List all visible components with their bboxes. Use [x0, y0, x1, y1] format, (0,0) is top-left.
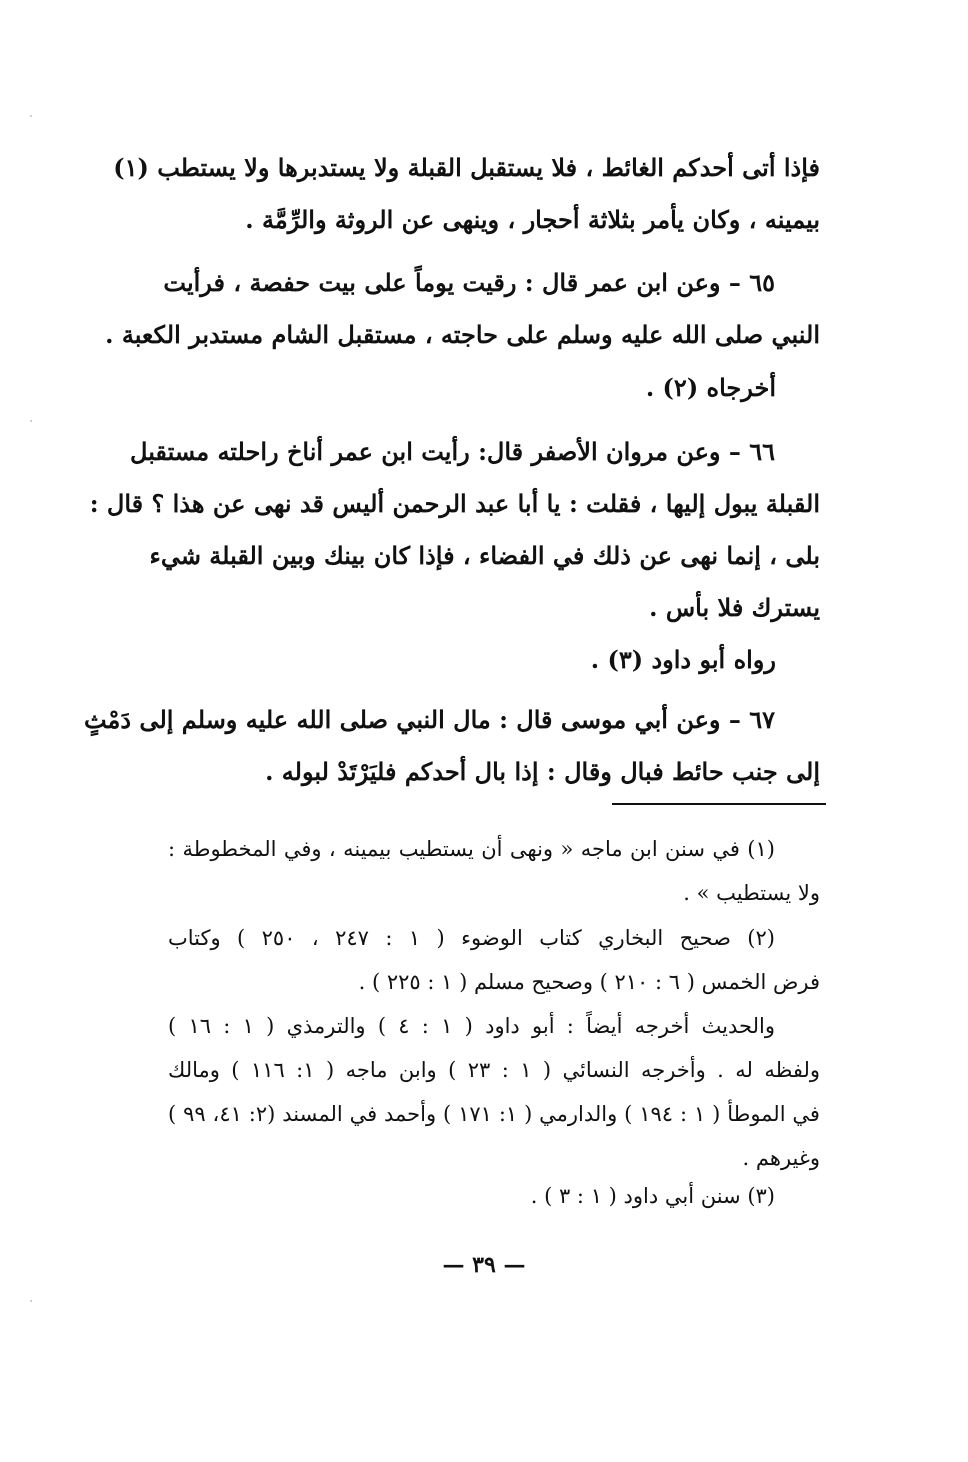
page-number: — ٣٩ — [442, 1252, 526, 1278]
footnote-line: في الموطأ ( ١ : ١٩٤ ) والدارمي ( ١: ١٧١ ) وأحمد في المسند (٢: ٤١، ٩٩ ) [168, 1102, 820, 1126]
footnote-line: (٢) صحيح البخاري كتاب الوضوء ( ١ : ٢٤٧ ، ٢٥٠ ) وكتاب [168, 926, 775, 950]
main-text-line: إلى جنب حائط فبال وقال : إذا بال أحدكم فليَرْتَدْ لبوله . [265, 757, 820, 786]
footnote-line: والحديث أخرجه أيضاً : أبو داود ( ١ : ٤ ) والترمذي ( ١ : ١٦ ) [168, 1014, 775, 1038]
main-text-line: النبي صلى الله عليه وسلم على حاجته ، مستقبل الشام مستدبر الكعبة . [105, 320, 820, 349]
scan-speck [30, 420, 32, 422]
scan-speck [30, 115, 32, 117]
footnote-line: (١) في سنن ابن ماجه « ونهى أن يستطيب بيمينه ، وفي المخطوطة : [168, 837, 775, 861]
main-text-line: رواه أبو داود (٣) . [590, 645, 776, 674]
main-text-line: يسترك فلا بأس . [649, 593, 820, 622]
footnote-line: فرض الخمس ( ٦ : ٢١٠ ) وصحيح مسلم ( ١ : ٢٢٥ ) . [358, 970, 820, 994]
main-text-line: القبلة يبول إليها ، فقلت : يا أبا عبد الرحمن أليس قد نهى عن هذا ؟ قال : [89, 489, 820, 518]
footnote-line: (٣) سنن أبي داود ( ١ : ٣ ) . [530, 1184, 775, 1208]
footnote-line: ولا يستطيب » . [683, 881, 820, 905]
footnote-line: وغيرهم . [742, 1146, 820, 1170]
footnote-separator [612, 803, 826, 805]
main-text-line: ٦٦ – وعن مروان الأصفر قال: رأيت ابن عمر أناخ راحلته مستقبل [130, 437, 775, 466]
footnote-line: ولفظه له . وأخرجه النسائي ( ١ : ٢٣ ) وابن ماجه ( ١: ١١٦ ) ومالك [168, 1058, 820, 1082]
main-text-line: فإذا أتى أحدكم الغائط ، فلا يستقبل القبلة ولا يستدبرها ولا يستطب (١) [113, 153, 820, 182]
main-text-line: ٦٧ – وعن أبي موسى قال : مال النبي صلى الله عليه وسلم إلى دَمْثٍ [83, 705, 775, 734]
scan-speck [30, 1300, 32, 1302]
main-text-line: أخرجاه (٢) . [645, 373, 776, 402]
main-text-line: بيمينه ، وكان يأمر بثلاثة أحجار ، وينهى عن الروثة والرِّمَّة . [245, 205, 820, 234]
main-text-line: ٦٥ – وعن ابن عمر قال : رقيت يوماً على بيت حفصة ، فرأيت [163, 268, 775, 297]
main-text-line: بلى ، إنما نهى عن ذلك في الفضاء ، فإذا كان بينك وبين القبلة شيء [149, 541, 820, 570]
